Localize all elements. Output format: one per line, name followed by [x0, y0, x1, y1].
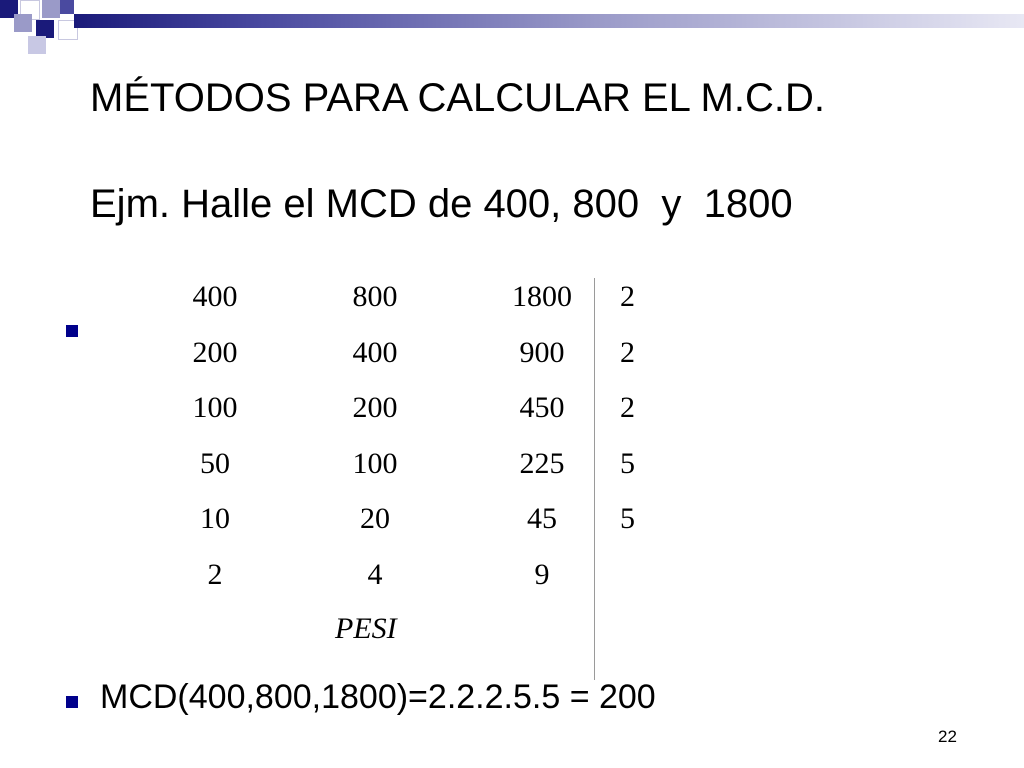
table-cell: 400	[352, 336, 398, 369]
divisor-cell: 2	[620, 280, 635, 313]
table-cell: 800	[352, 280, 398, 313]
table-cell: 100	[352, 447, 398, 480]
table-cell: 100	[192, 391, 238, 424]
table-cell: 200	[192, 336, 238, 369]
table-cell: 20	[360, 502, 390, 535]
divisor-cell: 2	[620, 391, 635, 424]
table-cell: 200	[352, 391, 398, 424]
bullet-result	[66, 696, 78, 708]
table-cell: 9	[534, 558, 550, 591]
table-cell: 1800	[512, 280, 572, 313]
pesi-note: PESI	[335, 612, 397, 645]
division-line	[594, 278, 595, 680]
header-gradient-bar	[74, 14, 1024, 28]
slide-title: MÉTODOS PARA CALCULAR EL M.C.D.	[90, 76, 825, 120]
result-text: MCD(400,800,1800)=2.2.2.5.5 = 200	[100, 678, 656, 716]
table-cell: 900	[519, 336, 565, 369]
divisor-cell: 5	[620, 447, 635, 480]
slide-subtitle: Ejm. Halle el MCD de 400, 800 y 1800	[90, 182, 793, 226]
table-cell: 2	[207, 558, 223, 591]
bullet-table	[66, 325, 78, 337]
table-cell: 50	[200, 447, 230, 480]
table-cell: 225	[519, 447, 565, 480]
divisor-cell: 5	[620, 502, 635, 535]
table-cell: 4	[367, 558, 383, 591]
divisor-cell: 2	[620, 336, 635, 369]
table-cell: 450	[519, 391, 565, 424]
table-cell: 10	[200, 502, 230, 535]
table-cell: 45	[527, 502, 557, 535]
table-cell: 400	[192, 280, 238, 313]
page-number: 22	[938, 727, 957, 746]
